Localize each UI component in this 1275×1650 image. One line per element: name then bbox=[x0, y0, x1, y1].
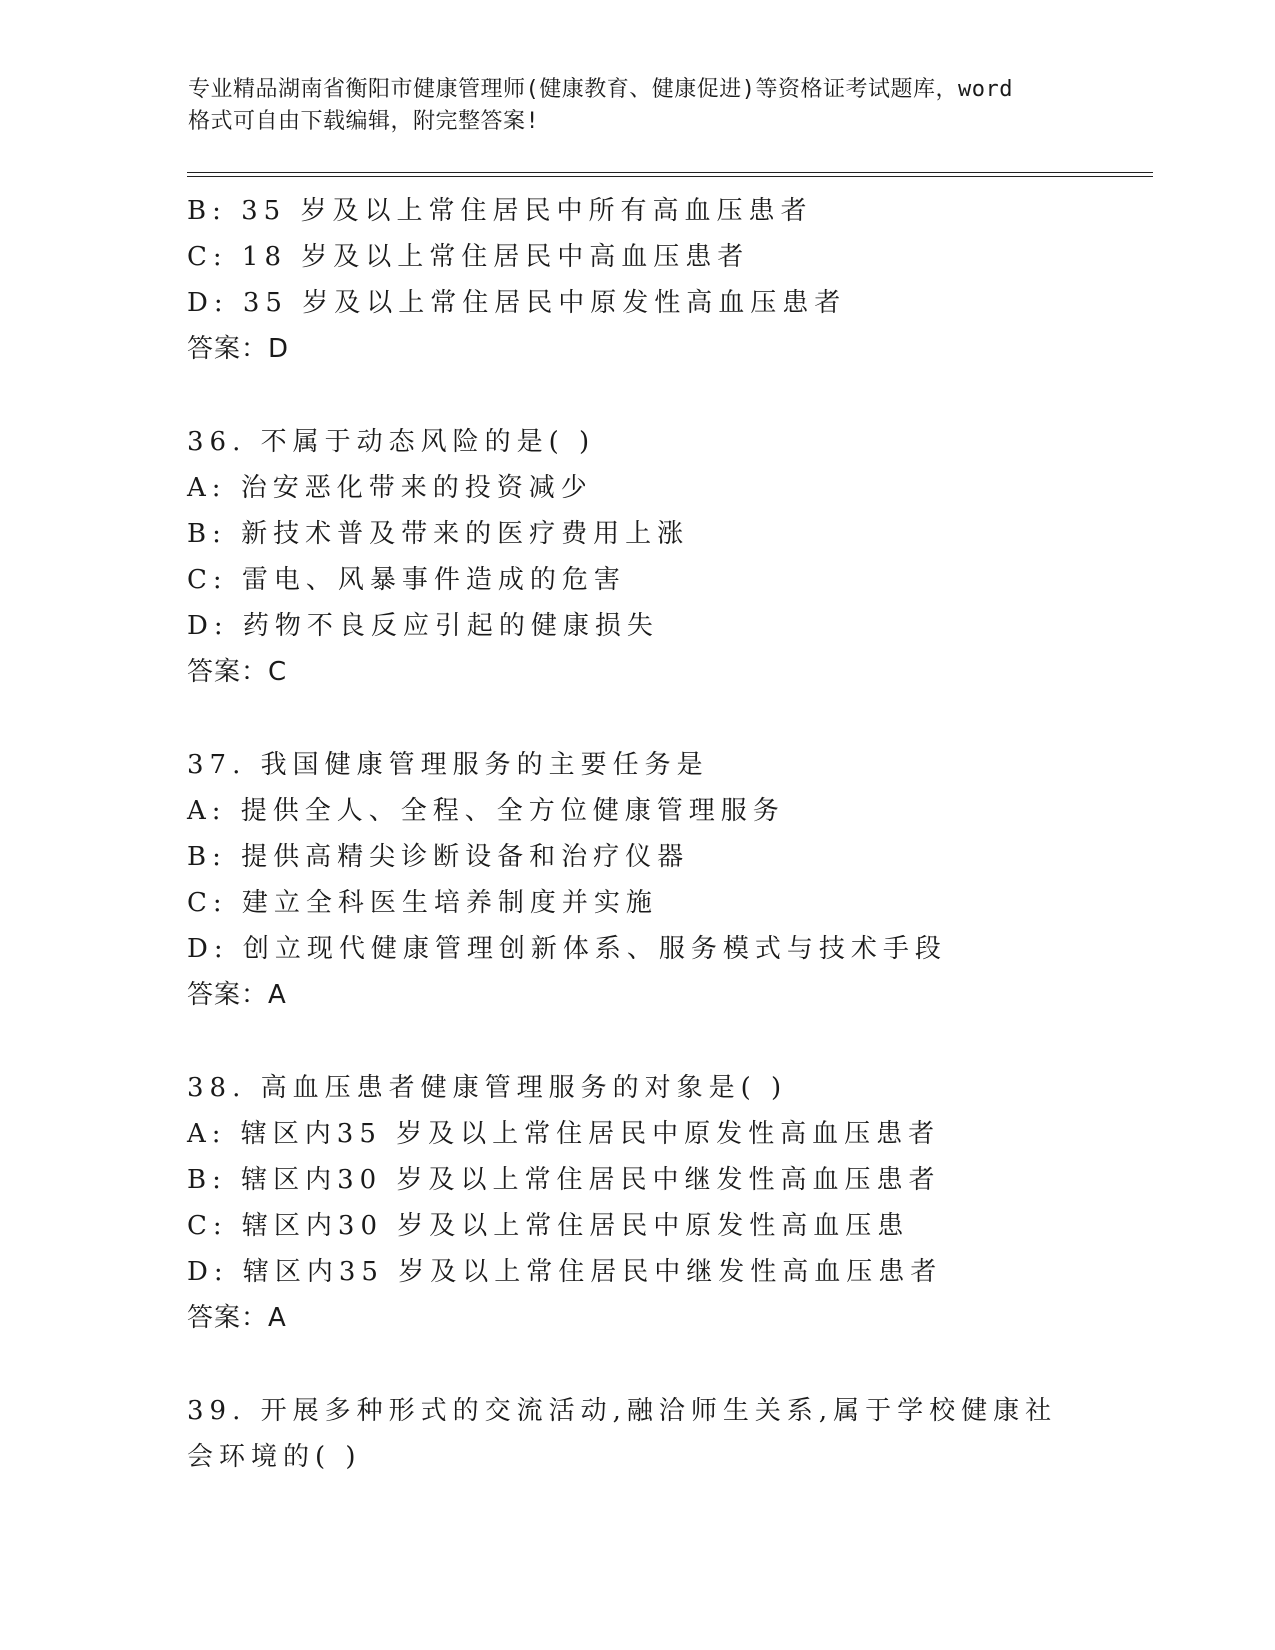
option-a: A: 辖区内35 岁及以上常住居民中原发性高血压患者 bbox=[187, 1119, 941, 1149]
option-b: B: 辖区内30 岁及以上常住居民中继发性高血压患者 bbox=[187, 1165, 941, 1195]
question-35-block bbox=[187, 188, 1087, 372]
question-stem: 36. 不属于动态风险的是( ) bbox=[187, 427, 596, 457]
option-c: C: 辖区内30 岁及以上常住居民中原发性高血压患 bbox=[187, 1211, 910, 1241]
answer-line: 答案：C bbox=[187, 657, 288, 687]
answer-line: 答案：D bbox=[187, 334, 290, 364]
header-rule-bottom bbox=[187, 176, 1153, 177]
option-d: D: 药物不良反应引起的健康损失 bbox=[187, 611, 659, 641]
option-b: B: 新技术普及带来的医疗费用上涨 bbox=[187, 519, 690, 549]
option-c: C: 建立全科医生培养制度并实施 bbox=[187, 888, 658, 918]
header-rule-top bbox=[187, 172, 1153, 173]
question-list bbox=[187, 188, 1087, 1480]
option-d: D: 创立现代健康管理创新体系、服务模式与技术手段 bbox=[187, 934, 947, 964]
option-d: D: 35 岁及以上常住居民中原发性高血压患者 bbox=[187, 288, 847, 318]
header-line-1: 专业精品湖南省衡阳市健康管理师(健康教育、健康促进)等资格证考试题库，word bbox=[188, 77, 1013, 102]
option-a: A: 提供全人、全程、全方位健康管理服务 bbox=[187, 796, 785, 826]
question-38-block bbox=[187, 1065, 1087, 1341]
question-39-block bbox=[187, 1388, 1087, 1480]
answer-line: 答案：A bbox=[187, 1303, 287, 1333]
question-37-block bbox=[187, 742, 1087, 1018]
question-stem: 39. 开展多种形式的交流活动,融洽师生关系,属于学校健康社会环境的( ) bbox=[187, 1396, 1058, 1472]
question-stem: 38. 高血压患者健康管理服务的对象是( ) bbox=[187, 1073, 788, 1103]
option-d: D: 辖区内35 岁及以上常住居民中继发性高血压患者 bbox=[187, 1257, 943, 1287]
option-a: A: 治安恶化带来的投资减少 bbox=[187, 473, 593, 503]
answer-line: 答案：A bbox=[187, 980, 287, 1010]
question-36-block bbox=[187, 419, 1087, 695]
option-b: B: 35 岁及以上常住居民中所有高血压患者 bbox=[187, 196, 813, 226]
option-b: B: 提供高精尖诊断设备和治疗仪器 bbox=[187, 842, 690, 872]
document-header bbox=[188, 74, 1088, 138]
option-c: C: 18 岁及以上常住居民中高血压患者 bbox=[187, 242, 750, 272]
header-line-2: 格式可自由下载编辑，附完整答案! bbox=[188, 109, 540, 134]
question-stem: 37. 我国健康管理服务的主要任务是 bbox=[187, 750, 709, 780]
option-c: C: 雷电、风暴事件造成的危害 bbox=[187, 565, 626, 595]
